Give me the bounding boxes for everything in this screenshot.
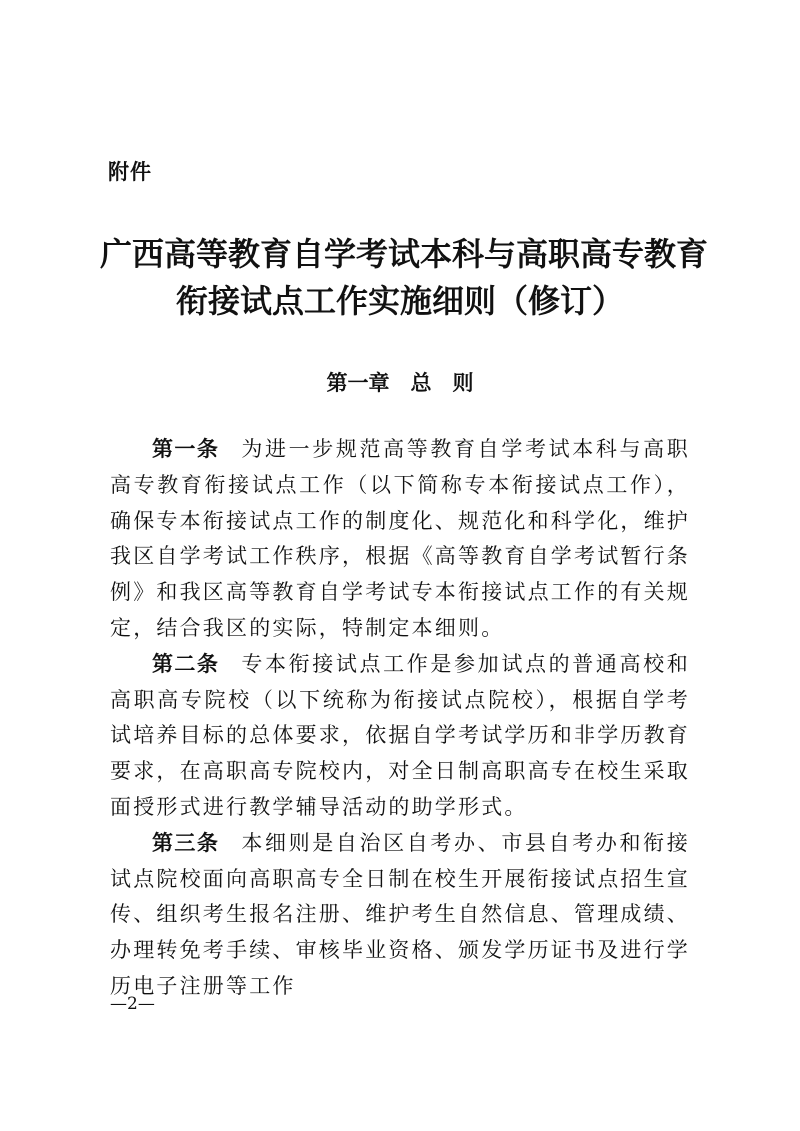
page-number: —2—: [110, 994, 155, 1014]
document-title-line-1: 广西高等教育自学考试本科与高职高专教育: [100, 235, 709, 273]
article-label: 第二条: [152, 651, 220, 676]
article-label: 第一条: [152, 437, 220, 461]
article-label: 第三条: [152, 830, 220, 855]
article-text: 本细则是自治区自考办、市县自考办和衔接试点院校面向高职高专全日制在校生开展衔接试点招生宣传、组织考生报名注册、维护考生自然信息、管理成绩、办理转免考手续、审核毕业资格、颁发学历证书及进行学历电子注册等工作: [110, 830, 690, 998]
body-text: [110, 432, 690, 1005]
article-text: 专本衔接试点工作是参加试点的普通高校和高职高专院校（以下统称为衔接试点院校），根据自学考试培养目标的总体要求，依据自学考试学历和非学历教育要求，在高职高专院校内，对全日制高职高专在校生采取面授形式进行教学辅导活动的助学形式。: [110, 651, 690, 819]
attachment-label: 附件: [108, 160, 152, 184]
document-title-line-2: 衔接试点工作实施细则（修订）: [175, 282, 624, 320]
article-text: 为进一步规范高等教育自学考试本科与高职高专教育衔接试点工作（以下简称专本衔接试点工作），确保专本衔接试点工作的制度化、规范化和科学化，维护我区自学考试工作秩序，根据《高等教育自学考试暂行条例》和我区高等教育自学考试专本衔接试点工作的有关规定，结合我区的实际，特制定本细则。: [110, 437, 690, 640]
article-paragraph: [110, 647, 690, 826]
article-paragraph: [110, 826, 690, 1005]
chapter-heading: 第一章 总 则: [326, 371, 474, 395]
article-paragraph: [110, 432, 690, 647]
